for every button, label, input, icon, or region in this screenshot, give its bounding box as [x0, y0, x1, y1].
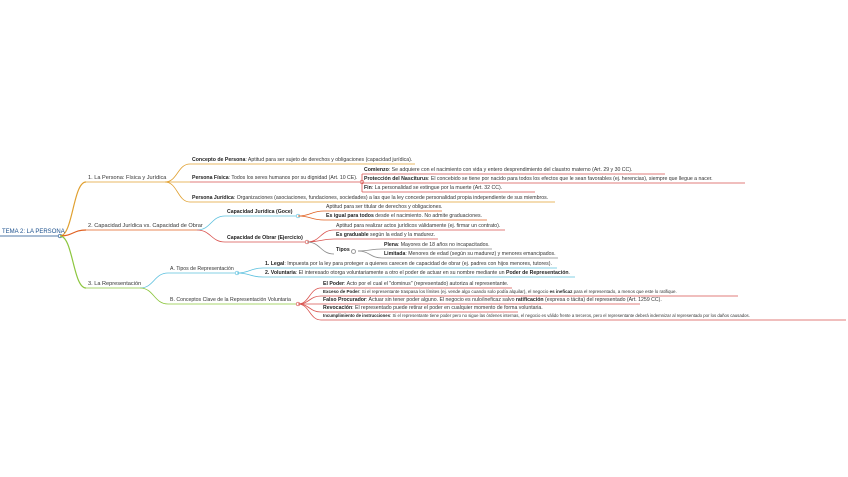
edge-b-revocacion [298, 304, 321, 312]
node-persona-juridica[interactable]: Persona Jurídica: Organizaciones (asociaciones, fundaciones, sociedades) a las que la ley concede personalidad propia independiente de sus miembros. [192, 195, 549, 201]
edge-b3-a [140, 273, 168, 288]
edge-cj-igual [298, 216, 324, 220]
node-tipos[interactable]: Tipos [336, 247, 350, 253]
node-incumplimiento[interactable]: Incumplimiento de instrucciones: Si el representante tiene poder pero no sigue las órdenes internas, el negocio es válido frente a terceros, pero el representante deberá indemnizar al representado por los daños causados. [323, 313, 750, 318]
node-plena[interactable]: Plena: Mayores de 18 años no incapacitados. [384, 242, 490, 248]
node-comienzo[interactable]: Comienzo: Se adquiere con el nacimiento con vida y entero desprendimiento del claustro materno (Art. 29 y 30 CC). [364, 167, 633, 173]
branch-3-label[interactable]: 3. La Representación [88, 281, 142, 287]
node-legal[interactable]: 1. Legal: Impuesta por la ley para proteger a quienes carecen de capacidad de obrar (ej. padres con hijos menores, tutores). [265, 261, 552, 267]
node-limitada[interactable]: Limitada: Menores de edad (según su madurez) y menores emancipados. [384, 251, 556, 257]
edge-tipos-limitada [358, 251, 382, 258]
node-co-aptitud[interactable]: Aptitud para realizar actos jurídicos válidamente (ej. firmar un contrato). [336, 223, 501, 229]
branch-1-label[interactable]: 1. La Persona: Física y Jurídica [88, 175, 167, 181]
edge-b1-juridica [165, 182, 190, 202]
edge-cj-aptitud [298, 211, 324, 216]
node-co-graduable[interactable]: Es graduable según la edad y la madurez. [336, 232, 436, 238]
node-exceso-poder[interactable]: Exceso de Poder: Si el representante traspasa los límites (ej. vende algo cuando solo podía alquilar), el negocio es ineficaz para el representado, a menos que este lo ratifique. [323, 289, 677, 294]
root-node[interactable]: TEMA 2: LA PERSONA [2, 229, 65, 235]
branch-2-label[interactable]: 2. Capacidad Jurídica vs. Capacidad de Obrar [88, 223, 203, 229]
edge-co-tipos [307, 242, 334, 254]
node-capacidad-obrar[interactable]: Capacidad de Obrar (Ejercicio) [227, 235, 303, 241]
edge-a-legal [237, 268, 263, 273]
node-fin[interactable]: Fin: La personalidad se extingue por la muerte (Art. 32 CC). [364, 185, 503, 191]
edge-b1-concepto [165, 164, 190, 182]
node-voluntaria[interactable]: 2. Voluntaria: El interesado otorga voluntariamente a otro el poder de actuar en su nombre mediante un Poder de Representación. [265, 270, 570, 276]
edge-root-b1 [60, 182, 86, 236]
node-el-poder[interactable]: El Poder: Acto por el cual el "dominus" (representado) autoriza al representante. [323, 281, 509, 287]
node-cj-aptitud[interactable]: Aptitud para ser titular de derechos y obligaciones. [326, 204, 443, 210]
edge-root-b3 [60, 236, 86, 288]
edge-b2-obrar [197, 230, 225, 242]
edge-co-graduable [307, 239, 334, 242]
edge-a-voluntaria [237, 273, 263, 277]
edge-b-exceso [298, 296, 321, 304]
node-revocacion[interactable]: Revocación: El representado puede retirar el poder en cualquier momento de forma voluntaria. [323, 305, 543, 311]
node-tipos-representacion[interactable]: A. Tipos de Representación [170, 266, 234, 272]
edge-tipos-plena [358, 249, 382, 251]
node-conceptos-clave[interactable]: B. Conceptos Clave de la Representación Voluntaria [170, 297, 291, 303]
collapse-toggle-icon[interactable] [351, 249, 356, 254]
edge-b3-b [140, 288, 168, 304]
node-capacidad-juridica[interactable]: Capacidad Jurídica (Goce) [227, 209, 293, 215]
node-falso-procurador[interactable]: Falso Procurador: Actuar sin tener poder alguno. El negocio es nulo/ineficaz salvo ratificación (expresa o tácita) del representado (Art. 1259 CC). [323, 297, 662, 303]
node-concepto-persona[interactable]: Concepto de Persona: Aptitud para ser sujeto de derechos y obligaciones (capacidad jurídica). [192, 157, 413, 163]
node-cj-igual[interactable]: Es igual para todos desde el nacimiento. No admite graduaciones. [326, 213, 482, 219]
node-nasciturus[interactable]: Protección del Nasciturus: El concebido se tiene por nacido para todos los efectos que le sean favorables (ej. herencias), siempre que llegue a nacer. [364, 176, 713, 182]
node-persona-fisica[interactable]: Persona Física: Todos los seres humanos por su dignidad (Art. 10 CE). [192, 175, 358, 181]
